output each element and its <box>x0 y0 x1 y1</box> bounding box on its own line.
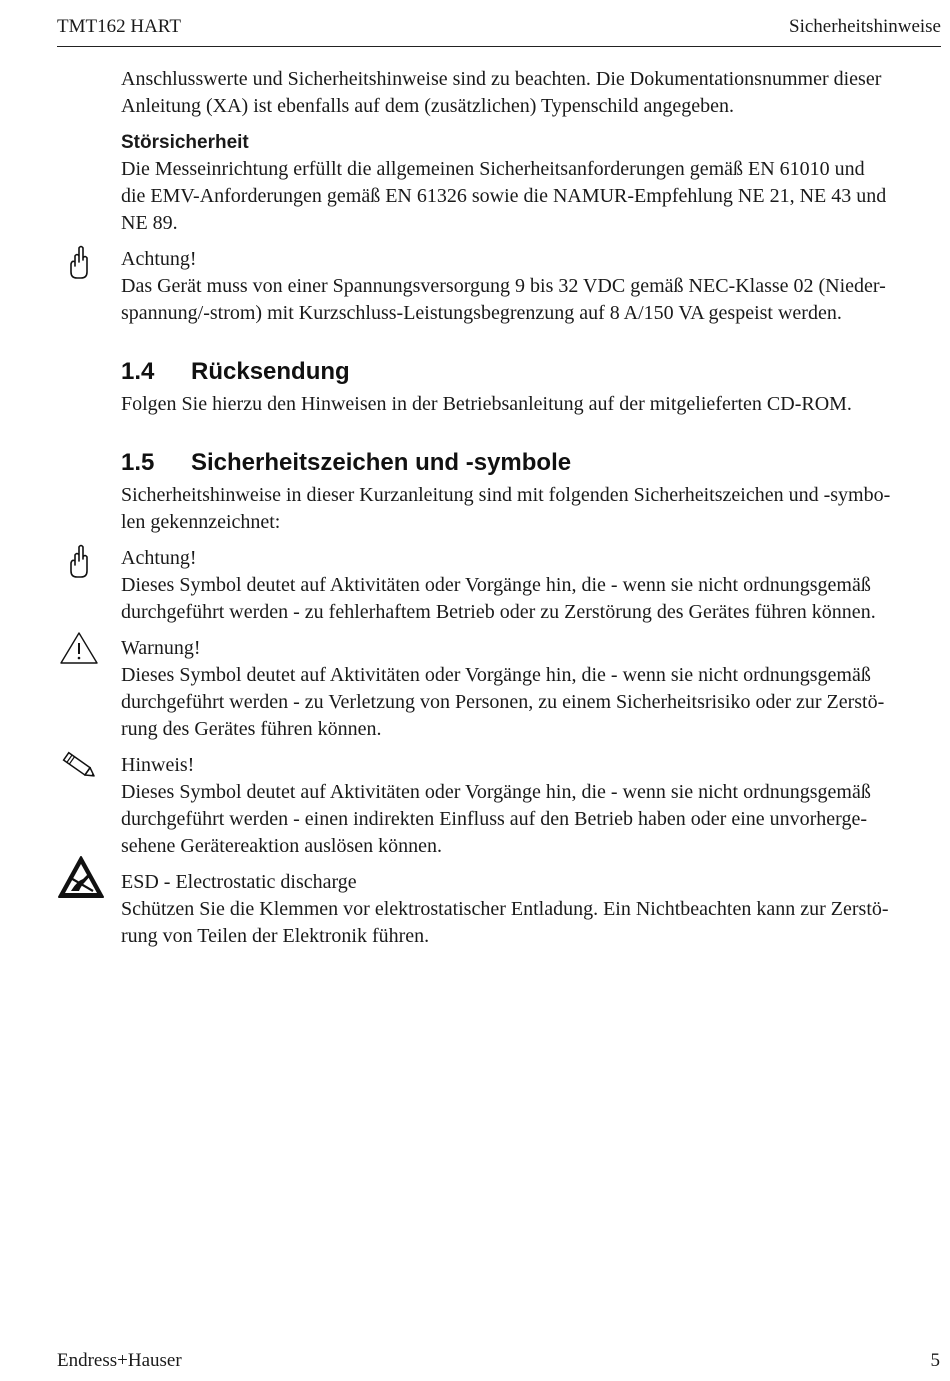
notice-achtung-power <box>121 246 943 327</box>
notice-line: Das Gerät muss von einer Spannungsversorgung 9 bis 32 VDC gemäß NEC-Klasse 02 (Nieder- <box>121 275 886 297</box>
symbol-line: Dieses Symbol deutet auf Aktivitäten oder Vorgänge hin, die - wenn sie nicht ordnungsgemäß <box>121 781 871 803</box>
symbol-esd <box>121 869 943 950</box>
symbol-line: sehene Gerätereaktion auslösen können. <box>121 835 442 857</box>
symbol-line: Schützen Sie die Klemmen vor elektrostatischer Entladung. Ein Nichtbeachten kann zur Zerstö- <box>121 898 889 920</box>
intro-line: Anschlusswerte und Sicherheitshinweise sind zu beachten. Die Dokumentationsnummer dieser <box>121 68 882 90</box>
section-heading-1-4 <box>121 357 943 387</box>
hand-pointing-icon <box>57 541 101 581</box>
section-number: 1.4 <box>121 358 155 385</box>
stoersicherheit-line: NE 89. <box>121 212 178 234</box>
section-number: 1.5 <box>121 449 155 476</box>
symbol-title: Warnung! <box>121 637 201 659</box>
stoersicherheit-line: Die Messeinrichtung erfüllt die allgemeinen Sicherheitsanforderungen gemäß EN 61010 und <box>121 158 865 180</box>
header-product-name: TMT162 HART <box>57 16 181 37</box>
symbol-line: rung von Teilen der Elektronik führen. <box>121 925 430 947</box>
warning-triangle-icon <box>57 627 101 667</box>
stoersicherheit-line: die EMV-Anforderungen gemäß EN 61326 sowie die NAMUR-Empfehlung NE 21, NE 43 und <box>121 185 887 207</box>
page-number: 5 <box>930 1350 940 1371</box>
section-1-4-text: Folgen Sie hierzu den Hinweisen in der Betriebsanleitung auf der mitgelieferten CD-ROM. <box>121 393 852 415</box>
symbol-achtung <box>121 545 943 626</box>
header-section-name: Sicherheitshinweise <box>789 16 941 37</box>
symbol-title: Achtung! <box>121 547 197 569</box>
symbol-title: ESD - Electrostatic discharge <box>121 871 357 893</box>
notice-line: spannung/-strom) mit Kurzschluss-Leistungsbegrenzung auf 8 A/150 VA gespeist werden. <box>121 302 842 324</box>
esd-warning-icon <box>57 855 101 901</box>
notice-title: Achtung! <box>121 248 197 270</box>
footer-company: Endress+Hauser <box>57 1350 182 1371</box>
symbol-warnung <box>121 635 943 743</box>
section-title: Sicherheitszeichen und -symbole <box>191 449 572 476</box>
symbol-line: rung des Gerätes führen können. <box>121 718 382 740</box>
symbol-line: durchgeführt werden - zu Verletzung von Personen, zu einem Sicherheitsrisiko oder zur Zerstö- <box>121 691 885 713</box>
symbol-line: Dieses Symbol deutet auf Aktivitäten oder Vorgänge hin, die - wenn sie nicht ordnungsgemäß <box>121 574 871 596</box>
symbol-hinweis <box>121 752 943 860</box>
symbol-title: Hinweis! <box>121 754 195 776</box>
section-title: Rücksendung <box>191 358 350 385</box>
section-1-5-line: Sicherheitshinweise in dieser Kurzanleitung sind mit folgenden Sicherheitszeichen und -symbo- <box>121 484 891 506</box>
stoersicherheit-heading: Störsicherheit <box>121 132 249 153</box>
symbol-line: Dieses Symbol deutet auf Aktivitäten oder Vorgänge hin, die - wenn sie nicht ordnungsgemäß <box>121 664 871 686</box>
symbol-line: durchgeführt werden - zu fehlerhaftem Betrieb oder zu Zerstörung des Gerätes führen können. <box>121 601 876 623</box>
section-1-5-line: len gekennzeichnet: <box>121 511 281 533</box>
page-content <box>121 66 943 950</box>
hand-pointing-icon <box>57 242 101 282</box>
intro-line: Anleitung (XA) ist ebenfalls auf dem (zusätzlichen) Typenschild angegeben. <box>121 95 735 117</box>
symbol-line: durchgeführt werden - einen indirekten Einfluss auf den Betrieb haben oder eine unvorherge- <box>121 808 868 830</box>
section-heading-1-5 <box>121 448 943 478</box>
pencil-note-icon <box>57 746 101 786</box>
page-header <box>57 14 941 47</box>
